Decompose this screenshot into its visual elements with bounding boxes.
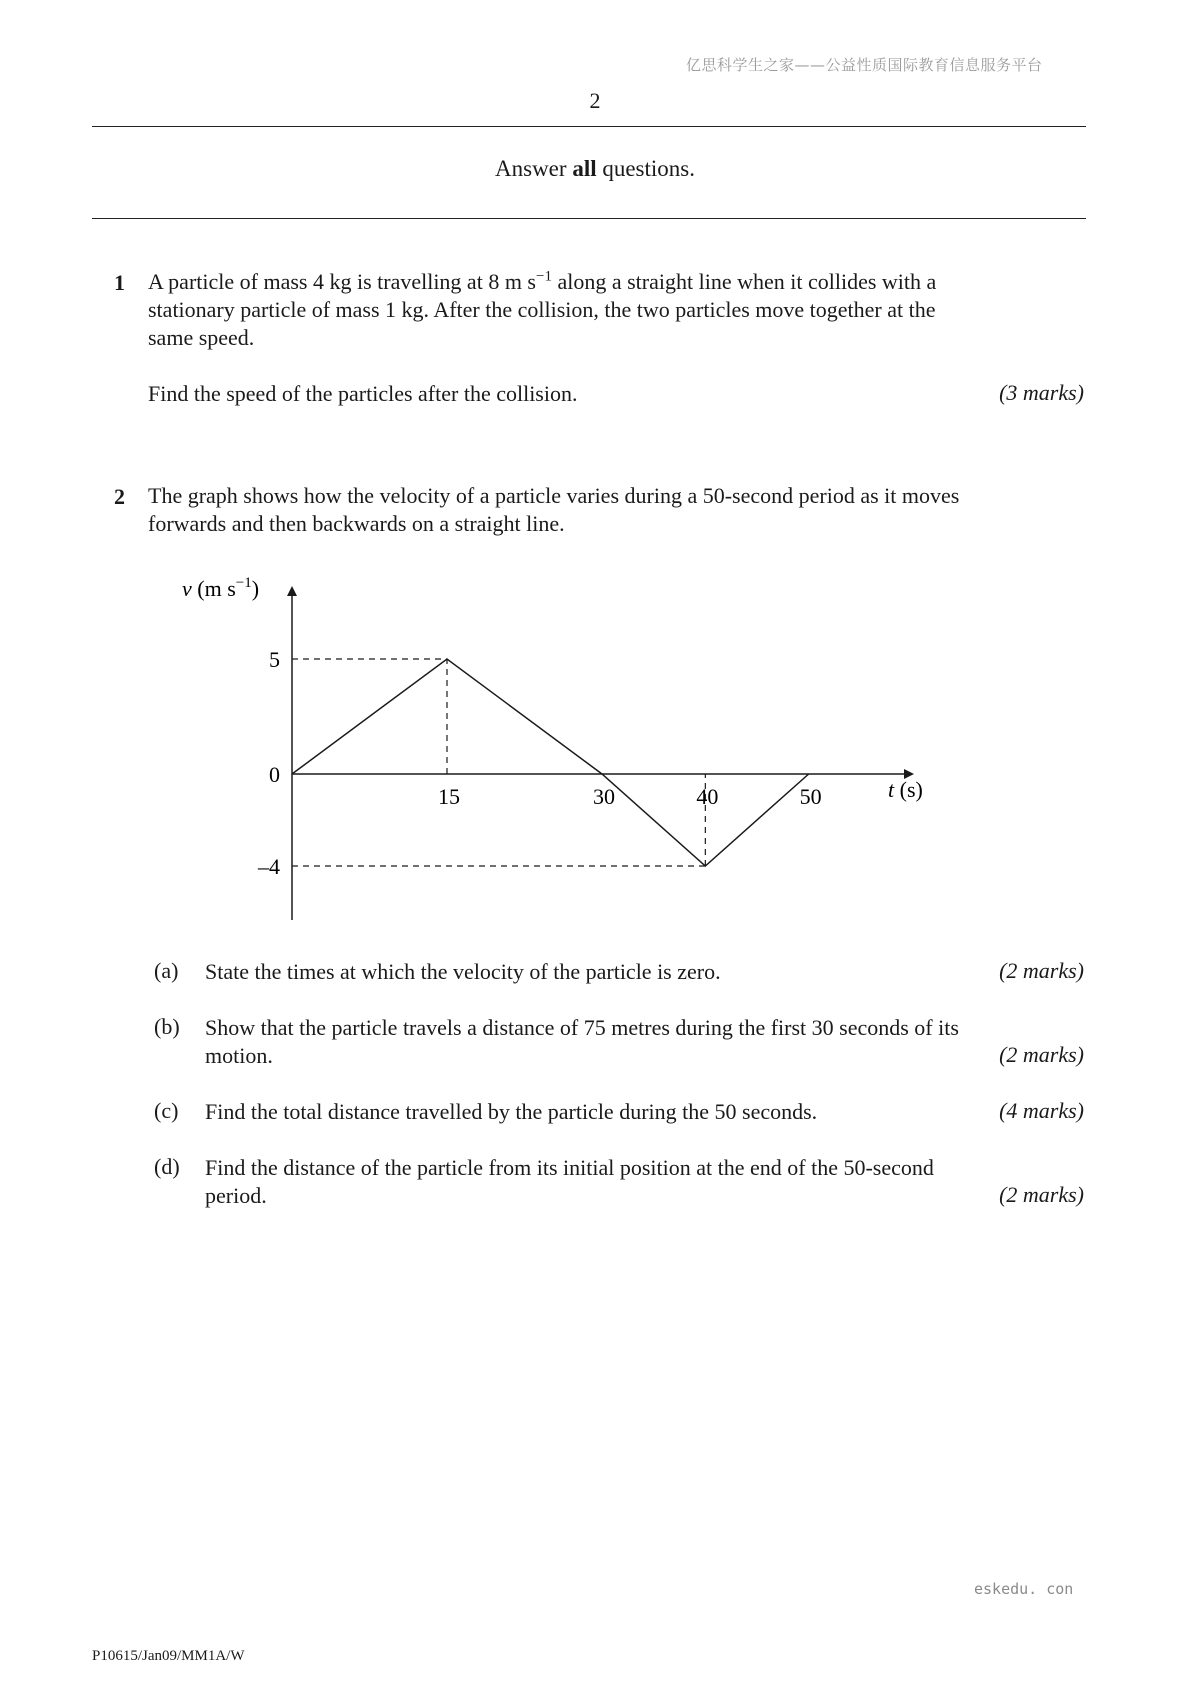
bottom-watermark: eskedu. con [974,1580,1074,1598]
top-watermark: 亿思科学生之家——公益性质国际教育信息服务平台 [686,56,1043,74]
q2a-text: State the times at which the velocity of the particle is zero. [205,959,721,984]
x-axis-label: t (s) [888,777,923,802]
y-tick-label-1: 0 [269,762,280,787]
q2b-marks: (2 marks) [999,1042,1084,1067]
q1-task: Find the speed of the particles after the collision. [148,381,578,406]
q2b-label: (b) [154,1014,180,1039]
x-tick-label-15: 15 [438,784,460,809]
velocity-series-line [292,659,809,866]
y-tick-label-2: –4 [258,854,280,879]
q1-marks: (3 marks) [999,380,1084,405]
q2-text: The graph shows how the velocity of a particle varies during a 50-second period as it moves forwards and then backwards on a straight line. [148,483,960,536]
q2a-label: (a) [154,958,179,983]
page-number: 2 [589,88,601,113]
q2d-text: Find the distance of the particle from its initial position at the end of the 50-second period. [205,1155,934,1208]
y-axis-label: v (m $s^{-1}$) [182,575,260,601]
q2c-label: (c) [154,1098,179,1123]
q2a-marks: (2 marks) [999,958,1084,983]
q2-number: 2 [114,484,125,509]
x-tick-label-30: 30 [593,784,615,809]
y-tick-label-0: 5 [269,647,280,672]
paper-code: P10615/Jan09/MM1A/W [92,1648,245,1664]
q1-number: 1 [114,270,125,295]
x-tick-label-50: 50 [799,784,822,809]
instruction-emphasis: all [572,156,597,181]
q2d-marks: (2 marks) [999,1182,1084,1207]
instruction: Answer all questions. [495,156,695,181]
x-tick-label-40: 40 [696,784,719,809]
q2c-text: Find the total distance travelled by the particle during the 50 seconds. [205,1099,818,1124]
q2b-text: Show that the particle travels a distance of 75 metres during the first 30 seconds of its motion. [205,1015,959,1068]
q1-text: A particle of mass 4 kg is travelling at 8 m $s^{-1}$ along a straight line when it collides with a stationary particle of mass 1 kg. After the collision, the two particles move together at the same speed. [148,268,937,350]
q2d-label: (d) [154,1154,180,1179]
q2c-marks: (4 marks) [999,1098,1084,1123]
